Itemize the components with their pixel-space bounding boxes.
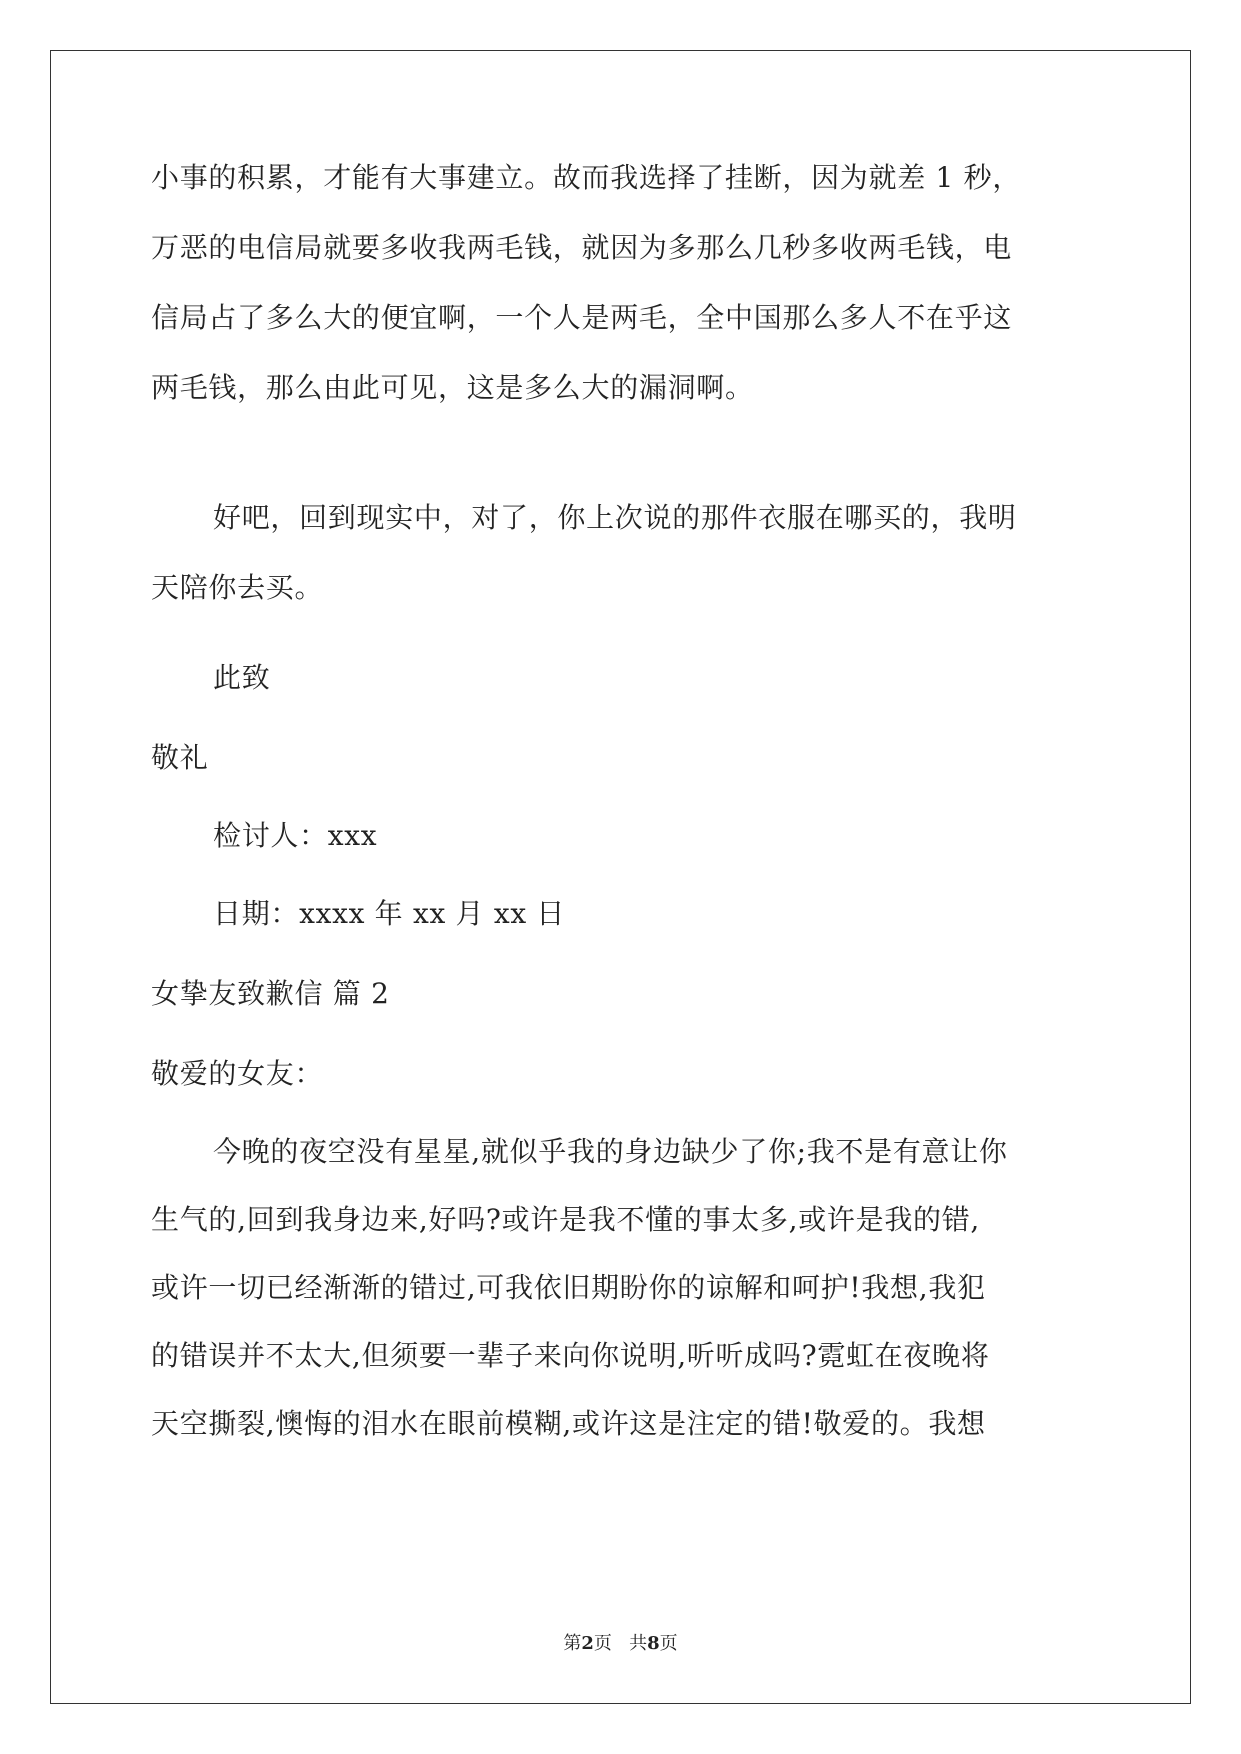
- body-line: 生气的,回到我身边来,好吗?或许是我不懂的事太多,或许是我的错,: [151, 1203, 981, 1236]
- body-line: 万恶的电信局就要多收我两毛钱，就因为多那么几秒多收两毛钱，电: [151, 231, 1013, 264]
- body-line: 信局占了多么大的便宜啊，一个人是两毛，全中国那么多人不在乎这: [151, 301, 1013, 334]
- body-line: 好吧，回到现实中，对了，你上次说的那件衣服在哪买的，我明: [213, 501, 1017, 534]
- greeting-line: 敬爱的女友：: [151, 1057, 324, 1090]
- footer-mid: 页 共: [593, 1633, 648, 1654]
- body-line: 天空撕裂,懊悔的泪水在眼前模糊,或许这是注定的错!敬爱的。我想: [151, 1407, 986, 1440]
- body-line: 两毛钱，那么由此可见，这是多么大的漏洞啊。: [151, 371, 754, 404]
- closing-salutation: 此致: [213, 661, 271, 694]
- page-footer: [0, 1629, 1241, 1655]
- body-line: 的错误并不太大,但须要一辈子来向你说明,听听成吗?霓虹在夜晚将: [151, 1339, 990, 1372]
- body-line: 或许一切已经渐渐的错过,可我依旧期盼你的谅解和呵护!我想,我犯: [151, 1271, 986, 1304]
- section-heading: 女挚友致歉信 篇 2: [151, 977, 390, 1010]
- date-line: 日期：xxxx 年 xx 月 xx 日: [213, 897, 566, 930]
- signer-line: 检讨人：xxx: [213, 819, 378, 852]
- body-line: 今晚的夜空没有星星,就似乎我的身边缺少了你;我不是有意让你: [213, 1135, 1008, 1168]
- body-line: 小事的积累，才能有大事建立。故而我选择了挂断，因为就差 1 秒，: [151, 161, 1022, 194]
- closing-regards: 敬礼: [151, 741, 209, 774]
- total-pages-number: 8: [647, 1633, 660, 1654]
- footer-prefix: 第: [563, 1633, 582, 1654]
- body-line: 天陪你去买。: [151, 571, 324, 604]
- footer-suffix: 页: [659, 1633, 678, 1654]
- current-page-number: 2: [581, 1633, 594, 1654]
